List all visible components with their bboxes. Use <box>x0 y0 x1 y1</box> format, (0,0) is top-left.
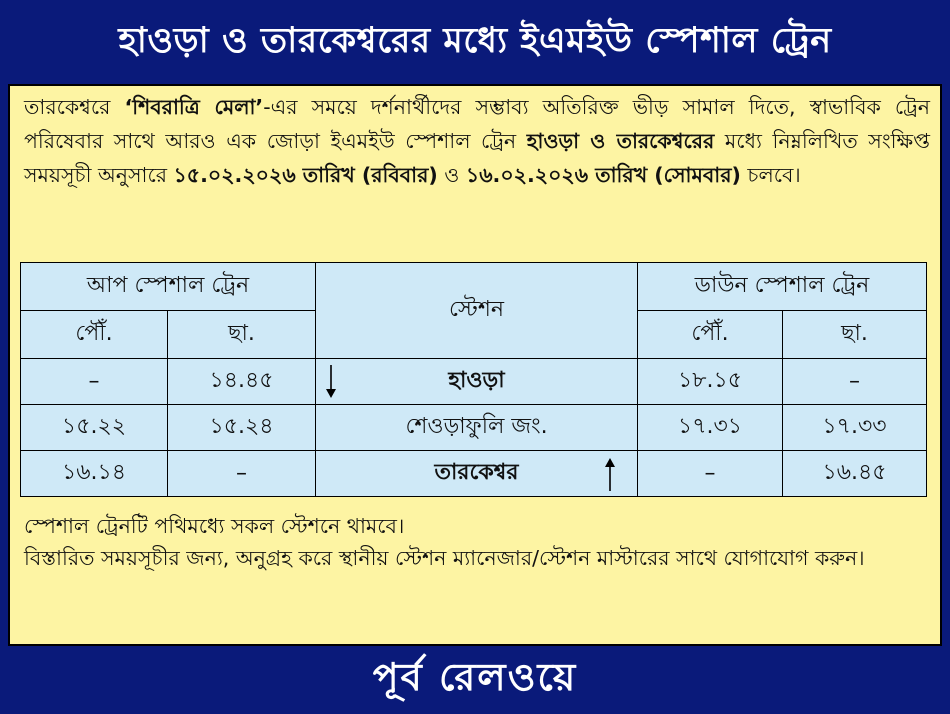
intro-route: হাওড়া ও তারকেশ্বরের <box>526 129 715 153</box>
intro-text-3: মধ্যে নিম্নলিখিত সংক্ষিপ্ত সময়সূচী অনুসারে <box>24 129 930 187</box>
table-row <box>21 359 927 405</box>
station-name: তারকেশ্বর <box>434 460 519 485</box>
intro-date-1: ১৫.০২.২০২৬ তারিখ (রবিবার) <box>173 163 438 187</box>
intro-text-1: তারকেশ্বরে <box>24 95 125 119</box>
down-departure-header: ছা. <box>783 311 927 359</box>
notes-section <box>24 510 930 574</box>
up-departure-cell: ১৫.২৪ <box>168 405 316 451</box>
station-name: হাওড়া <box>448 368 505 393</box>
down-arrival-header: পৌঁ. <box>638 311 783 359</box>
down-departure-cell: – <box>783 359 927 405</box>
up-arrival-cell: ১৬.১৪ <box>21 451 168 497</box>
up-arrival-header: পৌঁ. <box>21 311 168 359</box>
up-departure-cell: – <box>168 451 316 497</box>
table-row <box>21 405 927 451</box>
note-stops: স্পেশাল ট্রেনটি পথিমধ্যে সকল স্টেশনে থামবে। <box>24 514 405 538</box>
down-departure-cell: ১৬.৪৫ <box>783 451 927 497</box>
schedule-table <box>20 262 927 497</box>
down-arrival-cell: ১৮.১৫ <box>638 359 783 405</box>
down-arrival-cell: – <box>638 451 783 497</box>
intro-fair-name: ‘শিবরাত্রি মেলা’ <box>124 95 264 119</box>
up-arrival-cell: ১৫.২২ <box>21 405 168 451</box>
up-arrival-cell: – <box>21 359 168 405</box>
arrow-down-icon <box>324 363 338 400</box>
intro-paragraph <box>24 90 930 192</box>
intro-text-2: -এর সময়ে দর্শনার্থীদের সম্ভাব্য অতিরিক্ত ভীড় সামাল দিতে, স্বাভাবিক ট্রেন পরিষেবার সাথে আরও এক জোড়া ইএমইউ স্পেশাল ট্রেন <box>24 95 931 153</box>
down-train-header: ডাউন স্পেশাল ট্রেন <box>638 263 927 311</box>
notice-title: হাওড়া ও তারকেশ্বরের মধ্যে ইএমইউ স্পেশাল ট্রেন <box>118 20 832 61</box>
intro-date-2: ১৬.০২.২০২৬ তারিখ (সোমবার) <box>465 163 741 187</box>
up-train-header: আপ স্পেশাল ট্রেন <box>21 263 316 311</box>
up-departure-header: ছা. <box>168 311 316 359</box>
arrow-up-icon <box>603 455 617 492</box>
railway-signature: পূর্ব রেলওয়ে <box>372 655 578 699</box>
station-header: স্টেশন <box>316 263 638 359</box>
up-departure-cell: ১৪.৪৫ <box>168 359 316 405</box>
notice-panel <box>8 84 942 646</box>
note-contact: বিস্তারিত সময়সূচীর জন্য, অনুগ্রহ করে স্থানীয় স্টেশন ম্যানেজার/স্টেশন মাস্টারের সাথে যোগাযোগ করুন। <box>24 546 865 570</box>
station-name: শেওড়াফুলি জং. <box>405 414 548 439</box>
table-row <box>21 451 927 497</box>
intro-text-5: চলবে। <box>740 163 801 187</box>
intro-text-4: ও <box>437 163 466 187</box>
station-cell <box>316 359 638 405</box>
station-cell <box>316 451 638 497</box>
down-departure-cell: ১৭.৩৩ <box>783 405 927 451</box>
down-arrival-cell: ১৭.৩১ <box>638 405 783 451</box>
station-cell <box>316 405 638 451</box>
